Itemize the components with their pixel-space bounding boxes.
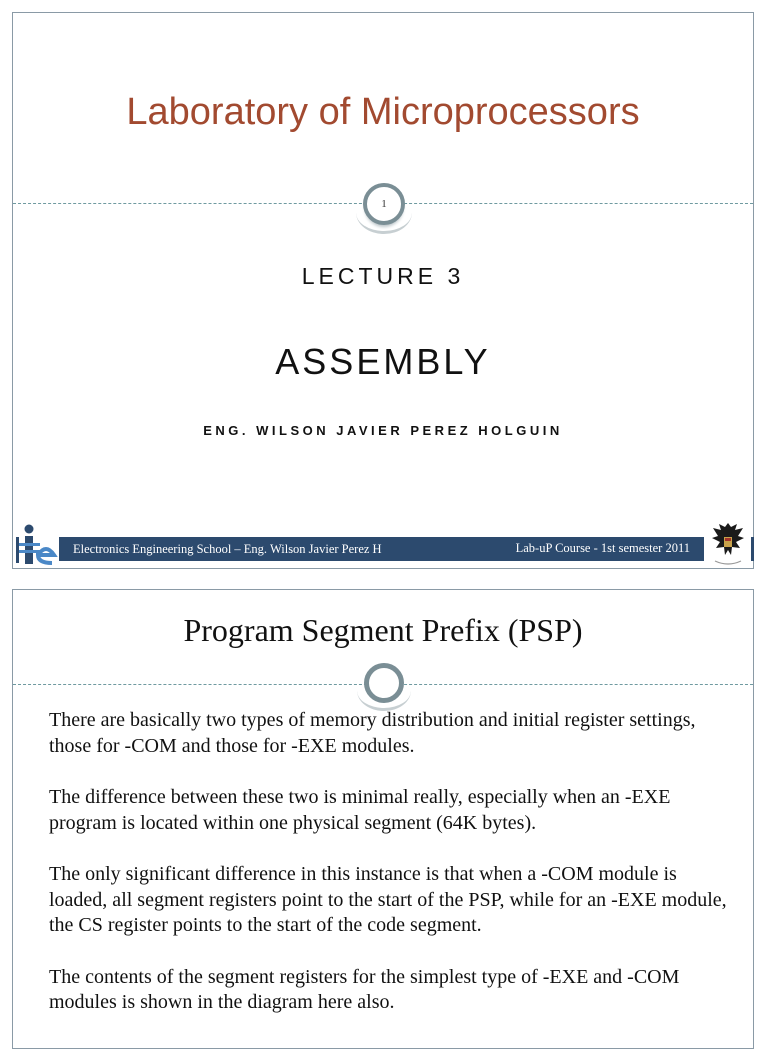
lecture-topic: ASSEMBLY bbox=[275, 341, 491, 382]
paragraph: There are basically two types of memory distribution and initial register settings, those for -COM and those for -EXE modules. bbox=[49, 709, 696, 757]
paragraph: The only significant difference in this instance is that when a -COM module is loaded, all segment registers point to the start of the PSP, while for an -EXE module, the CS register points to the start of the code segment. bbox=[49, 863, 727, 936]
slide-number: 1 bbox=[381, 198, 387, 210]
author-name: ENG. WILSON JAVIER PEREZ HOLGUIN bbox=[203, 423, 563, 438]
paragraph: The difference between these two is minimal really, especially when an -EXE program is located within one physical segment (64K bytes). bbox=[49, 786, 671, 834]
slide-number-badge bbox=[363, 183, 405, 225]
ring-ornament bbox=[364, 663, 404, 703]
content-slide bbox=[12, 589, 754, 1049]
footer-right-text: Lab-uP Course - 1st semester 2011 bbox=[515, 541, 690, 555]
footer-left-text: Electronics Engineering School – Eng. Wilson Javier Perez H bbox=[73, 542, 382, 556]
footer-bar-end bbox=[751, 537, 754, 561]
footer-bar bbox=[59, 537, 704, 561]
school-logo-icon bbox=[16, 523, 58, 567]
slide-title: Laboratory of Microprocessors bbox=[126, 91, 640, 133]
slide-body bbox=[49, 708, 739, 1042]
title-slide bbox=[12, 12, 754, 569]
university-eagle-crest-icon bbox=[707, 515, 749, 569]
slide-title: Program Segment Prefix (PSP) bbox=[183, 612, 583, 648]
lecture-number: LECTURE 3 bbox=[301, 263, 465, 289]
paragraph: The contents of the segment registers for the simplest type of -EXE and -COM modules is shown in the diagram here also. bbox=[49, 965, 680, 1013]
